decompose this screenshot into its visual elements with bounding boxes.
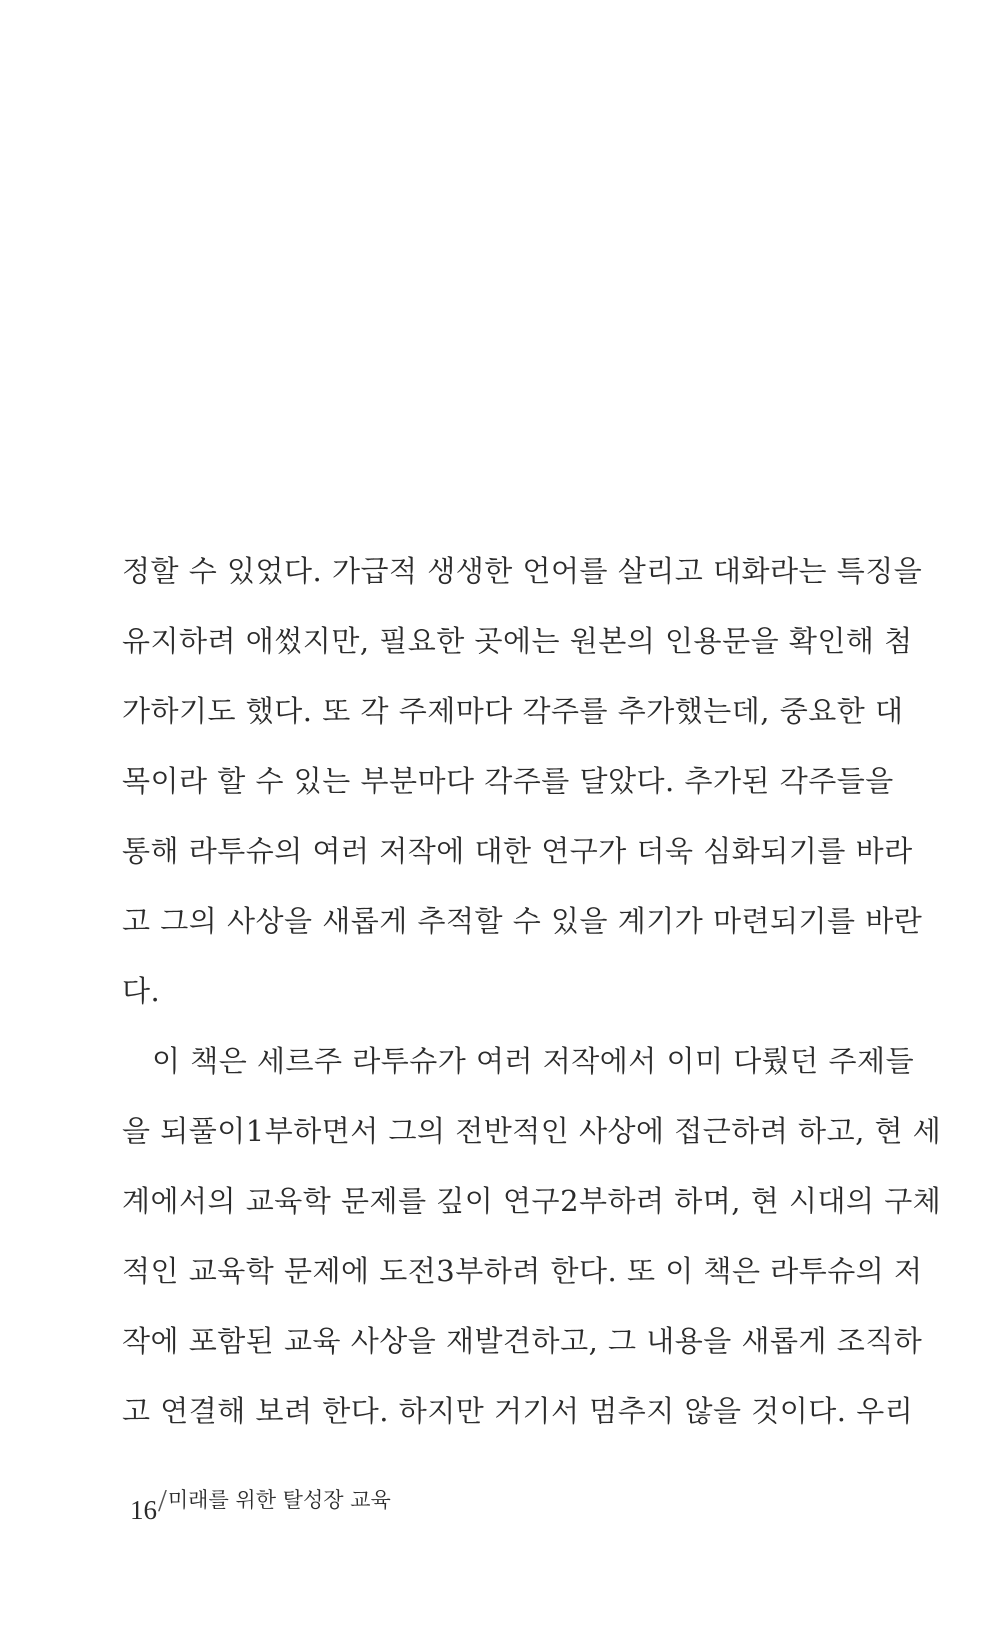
text-line: 다. [122, 974, 161, 1008]
text-line: 목이라 할 수 있는 부분마다 각주를 달았다. 추가된 각주들을 [122, 764, 894, 798]
text-line: 고 연결해 보려 한다. 하지만 거기서 멈추지 않을 것이다. 우리 [122, 1394, 914, 1428]
text-line: 통해 라투슈의 여러 저작에 대한 연구가 더욱 심화되기를 바라 [122, 834, 913, 868]
text-line: 고 그의 사상을 새롭게 추적할 수 있을 계기가 마련되기를 바란 [122, 904, 923, 938]
text-line: 작에 포함된 교육 사상을 재발견하고, 그 내용을 새롭게 조직하 [122, 1324, 923, 1358]
text-line: 적인 교육학 문제에 도전3부하려 한다. 또 이 책은 라투슈의 저 [122, 1254, 923, 1288]
book-title: 미래를 위한 탈성장 교육 [167, 1488, 391, 1512]
text-line: 이 책은 세르주 라투슈가 여러 저작에서 이미 다뤘던 주제들 [152, 1044, 915, 1078]
body-text [122, 536, 942, 1446]
footer-separator: / [158, 1482, 167, 1518]
text-line: 정할 수 있었다. 가급적 생생한 언어를 살리고 대화라는 특징을 [122, 554, 923, 588]
page-number: 16 [130, 1495, 157, 1525]
text-line: 계에서의 교육학 문제를 깊이 연구2부하려 하며, 현 시대의 구체 [122, 1184, 942, 1218]
text-line: 유지하려 애썼지만, 필요한 곳에는 원본의 인용문을 확인해 첨 [122, 624, 913, 658]
text-line: 을 되풀이1부하면서 그의 전반적인 사상에 접근하려 하고, 현 세 [122, 1114, 942, 1148]
text-line: 가하기도 했다. 또 각 주제마다 각주를 추가했는데, 중요한 대 [122, 694, 904, 728]
page-footer [130, 1482, 391, 1527]
